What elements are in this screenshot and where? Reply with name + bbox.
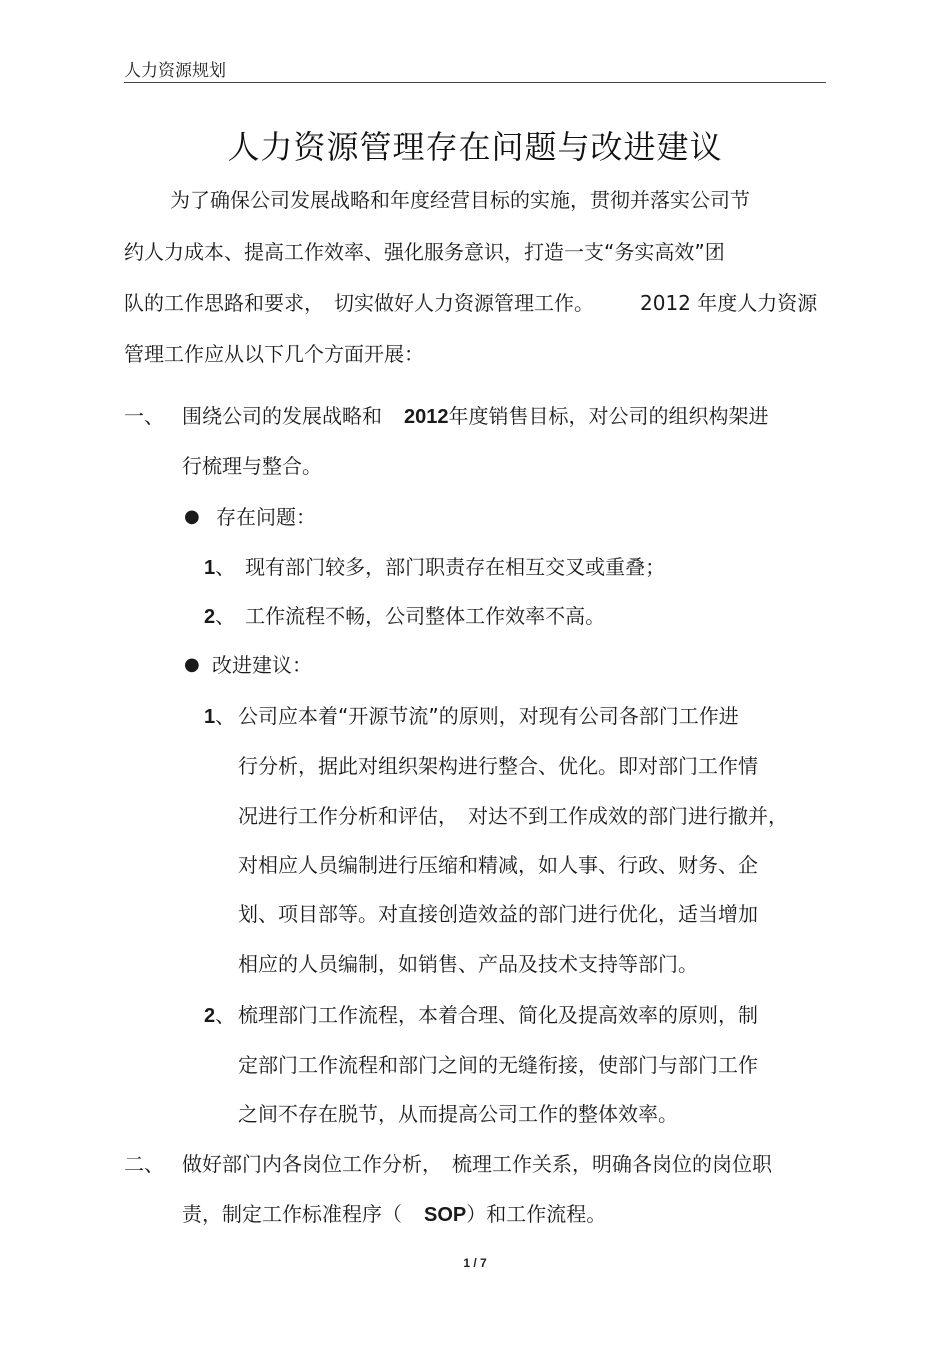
problem-item-1-text: 现有部门较多，部门职责存在相互交叉或重叠； [245,555,666,579]
suggestion-item-2-line-2: 定部门工作流程和部门之间的无缝衔接，使部门与部门工作 [238,1053,758,1077]
suggestion-item-1-line-1: 公司应本着“开源节流”的原则，对现有公司各部门工作进 [238,704,739,728]
problem-item-2 [204,602,605,631]
section-1-pre: 围绕公司的发展战略和 [182,404,382,428]
suggestion-item-1-line-3: 况进行工作分析和评估， 对达不到工作成效的部门进行撤并， [238,804,788,828]
problem-item-2-num: 2 [204,606,216,628]
suggestion-item-2-sep: 、 [215,1003,236,1027]
intro-line-2: 约人力成本、提高工作效率、强化服务意识，打造一支“务实高效”团 [124,240,725,264]
intro-line-3: 队的工作思路和要求， 切实做好人力资源管理工作。 [124,291,594,315]
page-number: 1 / 7 [463,1256,487,1270]
suggestion-item-1-marker [204,702,235,731]
suggestion-item-2-marker [204,1001,235,1030]
section-1-year: 2012 [404,406,449,428]
suggestion-item-1-line-6: 相应的人员编制，如销售、产品及技术支持等部门。 [238,952,698,976]
suggestion-item-1-sep: 、 [215,704,236,728]
section-1-marker: 一、 [124,404,164,428]
section-1-post: 年度销售目标，对公司的组织构架进 [448,404,769,428]
document-title: 人力资源管理存在问题与改进建议 [227,128,723,166]
problems-heading: 存在问题： [216,505,316,529]
suggestions-bullet: ● [184,654,200,675]
problem-item-2-sep: 、 [215,604,236,628]
intro-line-4: 管理工作应从以下几个方面开展： [124,342,424,366]
problems-bullet: ● [184,506,200,527]
suggestion-item-2-line-3: 之间不存在脱节，从而提高公司工作的整体效率。 [238,1102,678,1126]
running-header: 人力资源规划 [124,61,226,81]
suggestion-item-2-line-1: 梳理部门工作流程，本着合理、简化及提高效率的原则，制 [238,1003,758,1027]
problem-item-1-sep: 、 [215,555,236,579]
problem-item-2-text: 工作流程不畅，公司整体工作效率不高。 [245,604,606,628]
intro-line-1: 为了确保公司发展战略和年度经营目标的实施，贯彻并落实公司节 [170,188,750,212]
section-2-sop: SOP [424,1204,467,1226]
problem-item-1 [204,553,665,582]
suggestion-item-2-num: 2 [204,1005,216,1027]
suggestion-item-1-num: 1 [204,706,216,728]
suggestion-item-1-line-5: 划、项目部等。对直接创造效益的部门进行优化，适当增加 [238,902,758,926]
suggestion-item-1-line-2: 行分析，据此对组织架构进行整合、优化。即对部门工作情 [238,754,758,778]
section-1-line-2: 行梳理与整合。 [182,454,322,478]
suggestions-heading: 改进建议： [212,653,312,677]
intro-line-3-year: 2012 年度人力资源 [640,291,818,315]
section-1-line-1 [182,402,769,431]
section-2-line-1: 做好部门内各岗位工作分析， 梳理工作关系，明确各岗位的岗位职 [182,1152,772,1176]
section-2-line-2 [182,1200,606,1229]
header-divider [124,82,826,83]
section-2-marker: 二、 [124,1152,164,1176]
problem-item-1-num: 1 [204,557,216,579]
section-2-pre: 责，制定工作标准程序（ [182,1202,402,1226]
section-2-post: ）和工作流程。 [466,1202,607,1226]
suggestion-item-1-line-4: 对相应人员编制进行压缩和精减，如人事、行政、财务、企 [238,853,758,877]
